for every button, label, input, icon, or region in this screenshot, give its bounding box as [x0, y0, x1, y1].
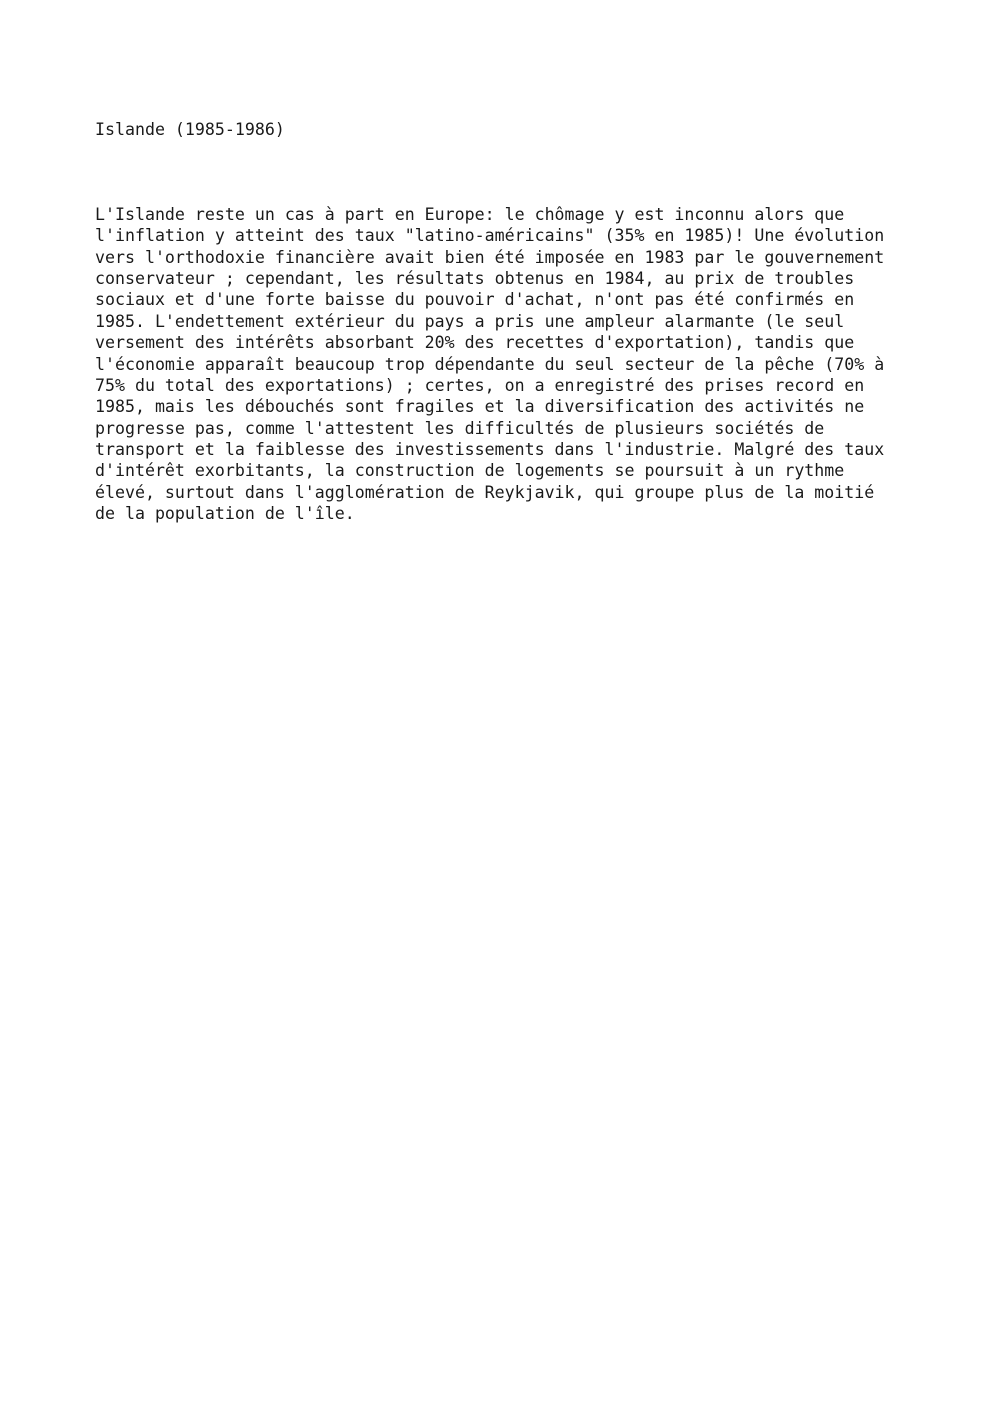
body-line: 75% du total des exportations) ; certes, on a enregistré des prises record en: [95, 375, 865, 395]
document-body: [95, 204, 915, 524]
body-line: conservateur ; cependant, les résultats obtenus en 1984, au prix de troubles: [95, 269, 855, 289]
body-line: d'intérêt exorbitants, la construction de logements se poursuit à un rythme: [95, 461, 845, 481]
body-line: élevé, surtout dans l'agglomération de Reykjavik, qui groupe plus de la moitié: [95, 482, 875, 502]
body-line: vers l'orthodoxie financière avait bien été imposée en 1983 par le gouvernement: [95, 247, 885, 267]
body-line: l'inflation y atteint des taux "latino-américains" (35% en 1985)! Une évolution: [95, 226, 885, 246]
body-line: 1985. L'endettement extérieur du pays a pris une ampleur alarmante (le seul: [95, 311, 845, 331]
body-line: progresse pas, comme l'attestent les difficultés de plusieurs sociétés de: [95, 418, 825, 438]
body-line: 1985, mais les débouchés sont fragiles et la diversification des activités ne: [95, 397, 865, 417]
body-line: l'économie apparaît beaucoup trop dépendante du seul secteur de la pêche (70% à: [95, 354, 885, 374]
body-line: de la population de l'île.: [95, 504, 355, 524]
document-title: Islande (1985-1986): [95, 120, 285, 139]
body-line: versement des intérêts absorbant 20% des recettes d'exportation), tandis que: [95, 333, 855, 353]
body-line: sociaux et d'une forte baisse du pouvoir d'achat, n'ont pas été confirmés en: [95, 290, 855, 310]
body-line: L'Islande reste un cas à part en Europe: le chômage y est inconnu alors que: [95, 205, 845, 224]
body-line: transport et la faiblesse des investissements dans l'industrie. Malgré des taux: [95, 439, 885, 459]
